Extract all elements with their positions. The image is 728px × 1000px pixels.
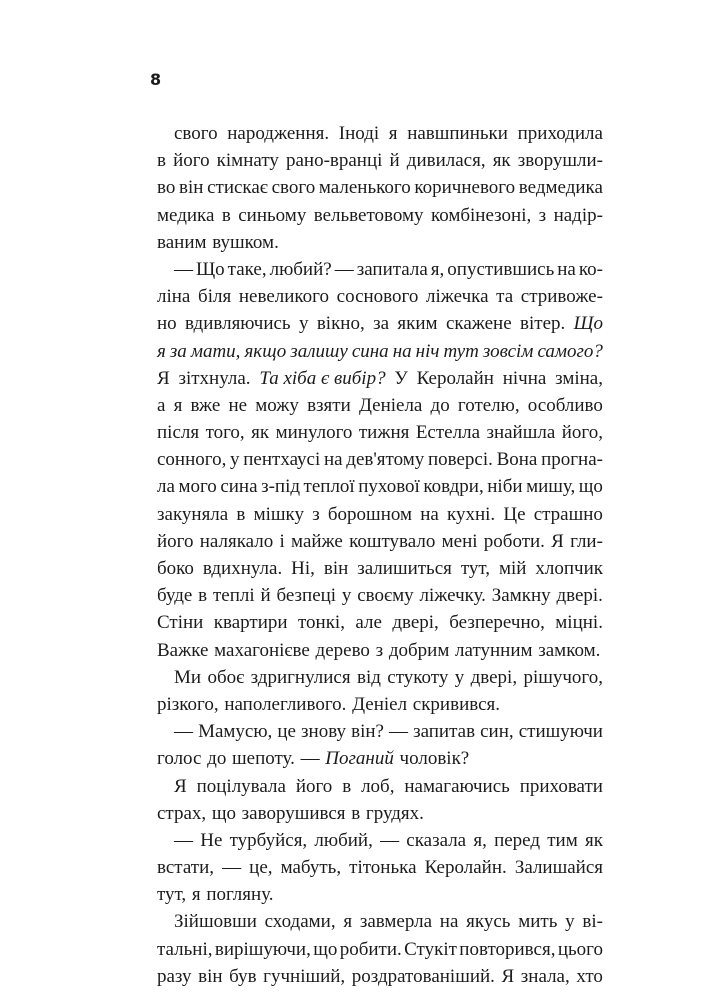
word: знову (301, 721, 347, 743)
text-line (157, 609, 603, 636)
word: він (179, 177, 204, 199)
word: — (334, 258, 354, 280)
word: Іноді (338, 123, 380, 144)
text-line (157, 555, 603, 582)
word: в (198, 585, 208, 607)
word: намагаючись (404, 775, 510, 797)
word: в (351, 802, 361, 824)
word: син, (480, 721, 514, 743)
word: його (295, 775, 333, 797)
text-line (157, 310, 603, 337)
word: Керолайн. (424, 857, 507, 879)
word: зовсім (482, 340, 534, 362)
word: навшпиньки (407, 123, 508, 144)
word: з-під (261, 476, 301, 498)
word: лоб, (361, 775, 395, 797)
word: кухні. (447, 503, 496, 525)
word: він (198, 965, 223, 987)
text-line (157, 936, 603, 963)
word: хто (576, 965, 603, 987)
word: знала, (520, 965, 570, 987)
word: борошном (327, 503, 413, 525)
word: і (279, 530, 285, 552)
word: Не (200, 829, 223, 851)
word: чоловік? (399, 748, 470, 770)
word: а (157, 394, 166, 416)
word: двері, (392, 612, 439, 634)
word: ла (157, 476, 175, 498)
text-line (157, 147, 603, 174)
text-line (157, 963, 603, 990)
word: Стукіт (404, 938, 457, 960)
word: любий, (314, 829, 373, 851)
word: хлопчик (535, 558, 603, 579)
word: соснового (336, 286, 419, 308)
word: квартири (213, 612, 288, 634)
word: я (343, 911, 353, 933)
word: вдивляючись (185, 313, 291, 335)
text-line (157, 392, 603, 419)
word: мішку (253, 503, 304, 525)
word: сказала (406, 829, 467, 851)
word: знайшла (486, 422, 556, 444)
word: його (157, 530, 194, 552)
word: дев'ятому (346, 449, 425, 471)
word: грудях. (365, 802, 424, 824)
word: Я (157, 367, 170, 389)
word: — (380, 829, 400, 851)
text-line (157, 664, 603, 691)
word: голос (157, 748, 202, 770)
word: як (251, 422, 270, 444)
text-line (157, 338, 603, 365)
word: но (157, 313, 177, 335)
word: я (173, 394, 183, 416)
word: у (230, 449, 240, 471)
word: він (323, 558, 349, 579)
word: пентхаусі (243, 449, 321, 471)
word: рішучого, (523, 666, 603, 688)
word: тут (443, 340, 479, 362)
word: невеликого (238, 286, 329, 308)
word: як (584, 829, 603, 851)
word: біля (198, 286, 232, 308)
word: я (388, 123, 398, 144)
word: стривоже- (520, 286, 603, 308)
word: Важке (157, 639, 209, 661)
word: вітер. (520, 313, 566, 335)
word: ліжечка (425, 286, 489, 308)
word: Деніела (358, 394, 423, 416)
text-line (157, 745, 603, 772)
word: але (355, 612, 382, 634)
word: ваним (157, 231, 207, 253)
word: сонного, (157, 449, 227, 471)
word: мені (441, 530, 478, 552)
word: перед (494, 829, 541, 851)
word: можу (255, 394, 299, 416)
word: тут, (157, 884, 187, 906)
word: взяти (307, 394, 351, 416)
word: готелю, (457, 394, 520, 416)
word: ніби (487, 476, 523, 498)
word: таке, (227, 258, 267, 280)
word: Зійшовши (174, 911, 257, 933)
word: на (420, 503, 439, 525)
word: особливо (527, 394, 603, 416)
word: теплої (303, 476, 355, 498)
word: тим (547, 829, 578, 851)
word: що (211, 802, 236, 824)
word: свого (271, 177, 316, 199)
word: на (557, 258, 576, 280)
word: ніч (415, 340, 440, 362)
word: — (300, 748, 320, 770)
word: нічна (502, 367, 547, 389)
word: погляну. (206, 884, 274, 906)
word: гли- (570, 530, 603, 552)
word: поцілувала (196, 775, 286, 797)
word: тижня (358, 422, 410, 444)
word: во (157, 177, 176, 199)
word: я, (430, 258, 445, 280)
word: запитав (413, 721, 476, 743)
word: приходила (517, 123, 603, 144)
word: мишу, (526, 476, 576, 498)
word: що (313, 938, 338, 960)
word: комбінезоні, (430, 204, 532, 226)
word: встати, (157, 857, 214, 879)
word: Стіни (157, 612, 204, 634)
word: тут, (460, 558, 491, 579)
word: робити. (339, 938, 402, 960)
word: завмерла (359, 911, 433, 933)
word: Я (501, 965, 515, 987)
word: як (492, 150, 511, 172)
word: Я (551, 530, 564, 552)
word: страшно (533, 503, 603, 525)
word: добрим (388, 639, 450, 661)
word: Вона (496, 449, 538, 471)
word: дивилася, (406, 150, 486, 172)
word: мого (178, 476, 217, 498)
text-line (157, 365, 603, 392)
word: теплі (212, 585, 255, 607)
word: самого? (537, 340, 603, 362)
word: прогна- (541, 449, 603, 471)
word: Це (503, 503, 526, 525)
word: страх, (157, 802, 207, 824)
word: що (578, 476, 603, 498)
word: це (277, 721, 296, 743)
text-line (157, 582, 603, 609)
word: синьому (238, 204, 307, 226)
word: й (389, 150, 400, 172)
word: мабуть, (280, 857, 342, 879)
word: роздратованіший. (351, 965, 495, 987)
word: зітхнула. (178, 367, 251, 389)
word: якусь (466, 911, 511, 933)
word: заворушився (241, 802, 346, 824)
word: різкого, (157, 693, 219, 715)
text-line (157, 718, 603, 745)
word: я, (473, 829, 487, 851)
word: боко (157, 558, 194, 579)
word: був (229, 965, 257, 987)
word: до (430, 394, 450, 416)
word: коричневого (414, 177, 516, 199)
word: стишуючи (518, 721, 603, 743)
word: вушком. (212, 231, 279, 253)
text-line (157, 881, 603, 908)
word: народження. (227, 123, 330, 144)
word: ковдри, (423, 476, 484, 498)
word: гучніший, (263, 965, 346, 987)
word: вже (190, 394, 221, 416)
word: з (312, 503, 320, 525)
word: ліжечку. (419, 585, 486, 607)
word: скривився. (412, 693, 501, 715)
word: тітонька (349, 857, 417, 879)
word: в (157, 150, 166, 172)
word: залишу (290, 340, 348, 362)
word: рано-вранці (285, 150, 383, 172)
text-line (157, 773, 603, 800)
word: безпеці (276, 585, 337, 607)
word: я (157, 340, 166, 362)
word: з (375, 639, 384, 661)
word: запитала (356, 258, 428, 280)
word: Що (196, 258, 225, 280)
word: тальні, (157, 938, 213, 960)
word: в (236, 503, 246, 525)
word: любий? (269, 258, 332, 280)
word: я (191, 884, 201, 906)
word: на (323, 449, 343, 471)
word: яким (397, 313, 438, 335)
word: обоє (207, 666, 245, 688)
word: цього (557, 938, 603, 960)
text-line (157, 283, 603, 310)
word: Деніел (352, 693, 408, 715)
word: сходами, (264, 911, 336, 933)
word: латунним (455, 639, 533, 661)
word: мати, (190, 340, 241, 362)
word: — (389, 721, 409, 743)
word: ліна (157, 286, 191, 308)
text-line (157, 827, 603, 854)
word: Я (174, 775, 187, 797)
word: приховати (519, 775, 603, 797)
word: мить (518, 911, 558, 933)
word: разу (157, 965, 192, 987)
text-line (157, 528, 603, 555)
word: безперечно, (449, 612, 545, 634)
word: стукоту (387, 666, 449, 688)
body-text (157, 120, 603, 990)
word: пухової (358, 476, 420, 498)
word: вікно, (316, 313, 365, 335)
text-line (157, 473, 603, 500)
text-line (157, 446, 603, 473)
word: закуняла (157, 503, 229, 525)
word: У (394, 367, 408, 389)
word: якщо (244, 340, 287, 362)
text-line (157, 202, 603, 229)
word: надір- (553, 204, 603, 226)
word: мій (498, 558, 527, 579)
text-line (157, 174, 603, 201)
word: минулого (275, 422, 353, 444)
word: шепоту. (232, 748, 295, 770)
word: сина (351, 340, 389, 362)
word: ко- (578, 258, 603, 280)
word: тонкі, (297, 612, 345, 634)
word: замком. (538, 639, 601, 661)
word: маленького (318, 177, 411, 199)
word: вдихнула. (202, 558, 283, 579)
word: це, (249, 857, 273, 879)
word: в (221, 204, 231, 226)
word: Замкну (491, 585, 551, 607)
word: у (454, 666, 465, 688)
word: Що (573, 313, 603, 335)
word: залишиться (357, 558, 452, 579)
word: від (356, 666, 381, 688)
word: — (174, 721, 193, 743)
word: — (174, 258, 193, 280)
word: Та хіба є вибір? (259, 367, 386, 389)
word: махагонієве (214, 639, 310, 661)
word: повторився, (459, 938, 556, 960)
word: майже (291, 530, 343, 552)
word: його (173, 150, 210, 172)
text-line (157, 908, 603, 935)
word: ві- (582, 911, 603, 933)
word: не (228, 394, 248, 416)
text-line (157, 419, 603, 446)
word: у (298, 313, 309, 335)
word: двері. (556, 585, 603, 607)
word: за (373, 313, 390, 335)
text-line (157, 691, 603, 718)
word: вирішуючи, (214, 938, 311, 960)
word: свого (174, 123, 218, 144)
word: Ми (174, 666, 202, 688)
word: Мамусю, (198, 721, 273, 743)
word: здригнулися (250, 666, 351, 688)
word: буде (157, 585, 193, 607)
word: ведмедика (518, 177, 603, 199)
text-line (157, 800, 603, 827)
word: у (565, 911, 575, 933)
text-line (157, 120, 603, 147)
word: до (207, 748, 227, 770)
text-line (157, 256, 603, 283)
word: Естелла (415, 422, 480, 444)
word: у (341, 585, 352, 607)
word: сина (220, 476, 258, 498)
text-line (157, 229, 603, 256)
word: зворушли- (517, 150, 603, 172)
word: своєму (357, 585, 414, 607)
word: опустившись (447, 258, 555, 280)
word: коштувало (349, 530, 436, 552)
word: та (496, 286, 514, 308)
word: медика (157, 204, 215, 226)
word: дерево (315, 639, 370, 661)
word: того, (205, 422, 245, 444)
word: — (222, 857, 242, 879)
word: на (392, 340, 412, 362)
word: й (260, 585, 271, 607)
word: на (439, 911, 459, 933)
word: Керолайн (416, 367, 494, 389)
word: його, (561, 422, 603, 444)
word: зміна, (555, 367, 603, 389)
word: Поганий (325, 748, 394, 770)
word: з (538, 204, 547, 226)
text-line (157, 854, 603, 881)
word: кімнату (216, 150, 279, 172)
word: за (169, 340, 187, 362)
word: турбуйся, (229, 829, 308, 851)
word: налякало (199, 530, 274, 552)
word: — (174, 829, 193, 851)
text-line (157, 501, 603, 528)
word: вельветовому (313, 204, 424, 226)
page-number: 8 (150, 70, 162, 89)
word: роботи. (483, 530, 545, 552)
word: в (342, 775, 352, 797)
word: Ні, (291, 558, 315, 579)
word: двері, (470, 666, 518, 688)
text-line (157, 637, 603, 664)
word: наполегливого. (224, 693, 347, 715)
word: стискає (207, 177, 268, 199)
word: він? (351, 721, 384, 743)
word: поверсі. (427, 449, 493, 471)
word: міцні. (555, 612, 603, 634)
word: Залишайся (514, 857, 603, 879)
word: скажене (445, 313, 512, 335)
word: після (157, 422, 200, 444)
